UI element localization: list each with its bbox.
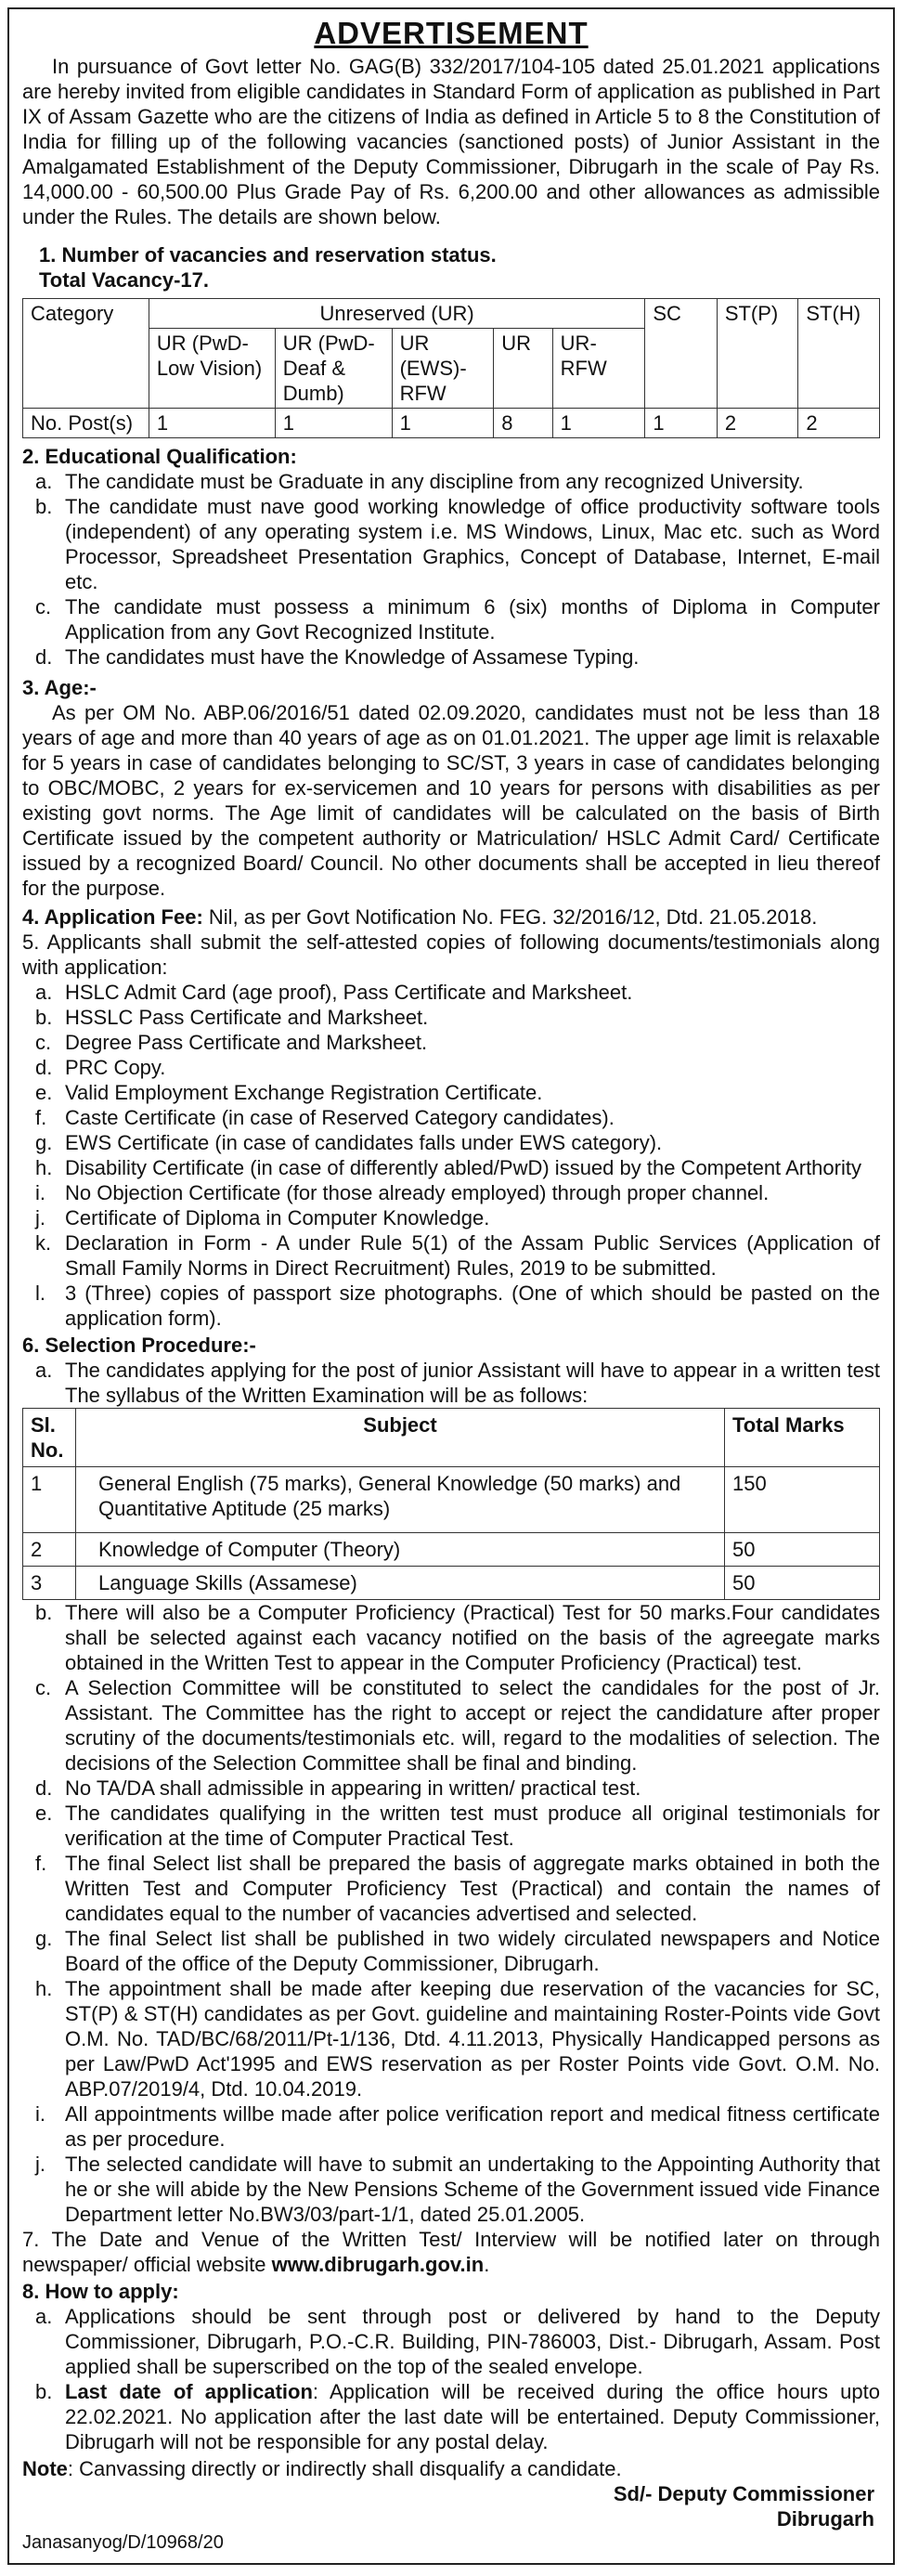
total-marks-header: Total Marks [725, 1409, 880, 1467]
vacancy-section-heading [39, 242, 880, 293]
list-item: i. No Objection Certificate (for those already employed) through proper channel. [35, 1181, 770, 1204]
list-item: c. The candidate must possess a minimum 6 (six) months of Diploma in Computer Application from any Govt Recognized Institute. [35, 595, 880, 644]
posts-value: 2 [717, 409, 798, 438]
posts-value: 8 [494, 409, 552, 438]
advertisement-page [7, 7, 895, 2565]
list-item: a. The candidates applying for the post of junior Assistant will have to appear in a written test The syllabus of the Written Examination will be as follows: [35, 1359, 880, 1407]
posts-row-label: No. Post(s) [23, 409, 149, 438]
list-item: j. Certificate of Diploma in Computer Knowledge. [35, 1206, 490, 1229]
signature-block [22, 2481, 880, 2531]
list-item: e. The candidates qualifying in the written test must produce all original testimonials for verification at the time of Computer Practical Test. [35, 1802, 880, 1850]
total-vacancy: Total Vacancy-17. [39, 268, 210, 292]
selection-heading: 6. Selection Procedure:- [22, 1334, 256, 1357]
how-to-apply-list [22, 2304, 880, 2454]
list-item: f. The final Select list shall be prepared the basis of aggregate marks obtained in both the Written Test and Computer Proficiency Test (Practical) and contain the names of candidates equal to the number of vacancies advertised and selected. [35, 1852, 880, 1925]
list-item: a. HSLC Admit Card (age proof), Pass Certificate and Marksheet. [35, 981, 633, 1004]
sc-header: SC [645, 299, 718, 409]
list-item: d. The candidates must have the Knowledge of Assamese Typing. [35, 645, 640, 669]
slno-cell: 3 [23, 1567, 76, 1600]
ur-rfw-header: UR-RFW [552, 329, 645, 409]
list-item: c. A Selection Committee will be constituted to select the candidales for the post of Jr. Assistant. The Committee has the right to accept or reject the candidature after proper scrutiny of the documents/testimonials etc. will, regard to the modalities of selection. The decisions of the Selection Committee shall be final and binding. [35, 1676, 880, 1775]
list-item: h. The appointment shall be made after keeping due reservation of the vacancies for SC, ST(P) & ST(H) candidates as per Govt. guideline and maintaining Roster-Points vide Govt O.M. No. TAD/BC/68/2011/Pt-1/136, Dtd. 4.11.2013, Physically Handicapped persons as per Law/PwD Act'1995 and EWS reservation as per Roster Points vide Govt. O.M. No. ABP.07/2019/4, Dtd. 10.04.2019. [35, 1977, 880, 2101]
list-item: b. The candidate must nave good working knowledge of office productivity software tools (independent) of any operating system i.e. MS Windows, Linux, Mac etc. such as Word Processor, Spreadsheet Presentation Graphics, Concept of Database, Internet, E-mail etc. [35, 495, 880, 593]
subject-cell: Knowledge of Computer (Theory) [76, 1533, 725, 1567]
list-item: g. The final Select list shall be published in two widely circulated newspapers and Notice Board of the office of the Deputy Commissioner, Dibrugarh. [35, 1927, 880, 1975]
posts-value: 1 [552, 409, 645, 438]
vacancy-table [22, 298, 880, 438]
signature-line1: Sd/- Deputy Commissioner [613, 2482, 874, 2505]
how-to-apply-heading: 8. How to apply: [22, 2280, 179, 2303]
list-item: b. Last date of application: Application will be received during the office hours upto 22.02.2021. No application after the last date will be entertained. Deputy Commissioner, Dibrugarh will not be responsible for any postal delay. [35, 2380, 880, 2453]
website-link[interactable]: www.dibrugarh.gov.in [271, 2253, 485, 2276]
subject-cell: Language Skills (Assamese) [76, 1567, 725, 1600]
application-fee: 4. Application Fee: Nil, as per Govt Notification No. FEG. 32/2016/12, Dtd. 21.05.2018. [22, 905, 818, 929]
list-item: a. The candidate must be Graduate in any discipline from any recognized University. [35, 470, 804, 493]
list-item: l. 3 (Three) copies of passport size photographs. (One of which should be pasted on the application form). [35, 1281, 880, 1330]
list-item: k. Declaration in Form - A under Rule 5(1) of the Assam Public Services (Application of Small Family Norms in Direct Recruitment) Rules, 2019 to be submitted. [35, 1231, 880, 1280]
list-item: b. HSSLC Pass Certificate and Marksheet. [35, 1006, 429, 1029]
posts-value: 1 [149, 409, 275, 438]
list-item: d. PRC Copy. [35, 1056, 166, 1079]
education-heading: 2. Educational Qualification: [22, 445, 297, 468]
list-item: d. No TA/DA shall admissible in appearing in written/ practical test. [35, 1776, 641, 1800]
note: Note: Canvassing directly or indirectly shall disqualify a candidate. [22, 2457, 622, 2480]
subject-table [22, 1408, 880, 1600]
unreserved-header: Unreserved (UR) [149, 299, 644, 329]
slno-cell: 1 [23, 1467, 76, 1533]
posts-value: 1 [645, 409, 718, 438]
posts-value: 1 [275, 409, 392, 438]
posts-value: 2 [798, 409, 880, 438]
sth-header: ST(H) [798, 299, 880, 409]
table-row [23, 1467, 880, 1533]
list-item: a. Applications should be sent through post or delivered by hand to the Deputy Commissioner, Dibrugarh, P.O.-C.R. Building, PIN-786003, Dist.- Dibrugarh, Assam. Post applied shall be superscribed on the top of the sealed envelope. [35, 2305, 880, 2378]
ur-pwd-low-vision-header: UR (PwD-Low Vision) [149, 329, 275, 409]
subject-header: Subject [76, 1409, 725, 1467]
table-row [23, 1567, 880, 1600]
list-item: b. There will also be a Computer Proficiency (Practical) Test for 50 marks.Four candidates shall be selected against each vacancy notified on the basis of the agreegate marks obtained in the Written Test to appear in the Computer Proficiency (Practical) test. [35, 1601, 880, 1674]
marks-cell: 150 [725, 1467, 880, 1533]
ur-header: UR [494, 329, 552, 409]
list-item: h. Disability Certificate (in case of differently abled/PwD) issued by the Competent Arthority [35, 1156, 861, 1179]
slno-cell: 2 [23, 1533, 76, 1567]
subject-cell: General English (75 marks), General Knowledge (50 marks) and Quantitative Aptitude (25 marks) [76, 1467, 725, 1533]
page-title: ADVERTISEMENT [314, 16, 589, 50]
marks-cell: 50 [725, 1533, 880, 1567]
list-item: c. Degree Pass Certificate and Marksheet. [35, 1031, 428, 1054]
list-item: f. Caste Certificate (in case of Reserved Category candidates). [35, 1106, 615, 1129]
vacancy-heading: 1. Number of vacancies and reservation status. [39, 243, 497, 267]
signature-line2: Dibrugarh [776, 2507, 874, 2530]
category-header: Category [23, 299, 149, 409]
education-list [22, 469, 880, 670]
list-item: g. EWS Certificate (in case of candidates falls under EWS category). [35, 1131, 663, 1154]
intro-paragraph: In pursuance of Govt letter No. GAG(B) 332/2017/104-105 dated 25.01.2021 applications are hereby invited from eligible candidates in Standard Form of application as published in Part IX of Assam Gazette who are the citizens of India as defined in Article 5 to 8 the Constitution of India for filling up of the following vacancies (sanctioned posts) of Junior Assistant in the Amalgamated Establishment of the Deputy Commissioner, Dibrugarh in the scale of Pay Rs. 14,000.00 - 60,500.00 Plus Grade Pay of Rs. 6,200.00 and other allowances as admissible under the Rules. The details are shown below. [22, 55, 880, 228]
age-heading: 3. Age:- [22, 676, 97, 699]
ur-ews-rfw-header: UR (EWS)-RFW [392, 329, 494, 409]
test-venue-paragraph: 7. The Date and Venue of the Written Test/ Interview will be notified later on through newspaper/ official website www.dibrugarh.gov.in. [22, 2228, 880, 2276]
stp-header: ST(P) [717, 299, 798, 409]
footer-reference: Janasanyog/D/10968/20 [22, 2532, 224, 2553]
list-item: j. The selected candidate will have to submit an undertaking to the Appointing Authority that he or she will abide by the New Pensions Scheme of the Government issued vide Finance Department letter No.BW3/03/part-1/1, dated 25.01.2005. [35, 2153, 880, 2226]
documents-list [22, 980, 880, 1331]
ur-pwd-deaf-dumb-header: UR (PwD-Deaf & Dumb) [275, 329, 392, 409]
marks-cell: 50 [725, 1567, 880, 1600]
selection-list-a [22, 1358, 880, 1408]
posts-value: 1 [392, 409, 494, 438]
list-item: e. Valid Employment Exchange Registration Certificate. [35, 1081, 543, 1104]
selection-list [22, 1600, 880, 2227]
list-item: i. All appointments willbe made after police verification report and medical fitness certificate as per procedure. [35, 2102, 880, 2151]
table-row [23, 1533, 880, 1567]
slno-header: Sl. No. [23, 1409, 76, 1467]
documents-intro: 5. Applicants shall submit the self-attested copies of following documents/testimonials along with application: [22, 930, 880, 979]
age-paragraph: As per OM No. ABP.06/2016/51 dated 02.09.2020, candidates must not be less than 18 years of age and more than 40 years of age as on 01.01.2021. The upper age limit is relaxable for 5 years in case of candidates belonging to SC/ST, 3 years in case of candidates belonging to OBC/MOBC, 2 years for ex-servicemen and 10 years for persons with disabilities as per existing govt norms. The Age limit of candidates will be calculated on the basis of Birth Certificate issued by the competent authority or Matriculation/ HSLC Admit Card/ Certificate issued by a recognized Board/ Council. No other documents shall be accepted in lieu thereof for the purpose. [22, 701, 880, 900]
